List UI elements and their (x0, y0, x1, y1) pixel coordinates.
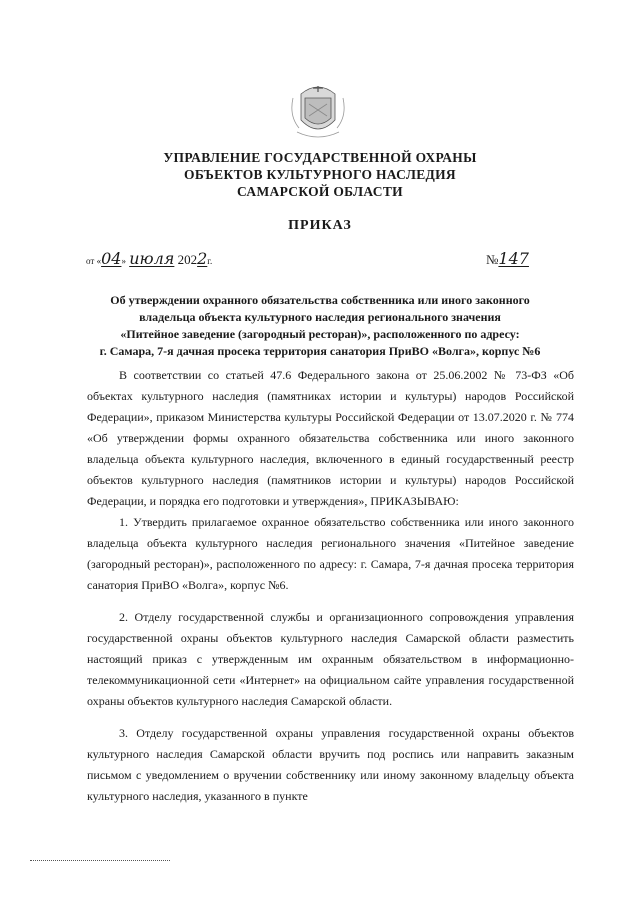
number-value: 147 (498, 249, 529, 268)
date-separator: » (121, 256, 126, 266)
order-subject (62, 292, 578, 360)
order-date (86, 249, 212, 268)
number-prefix: № (486, 252, 499, 267)
preamble-paragraph: В соответствии со статьей 47.6 Федерального закона от 25.06.2002 № 73-ФЗ «Об объектах культурного наследия (памятниках истории и культуры) народов Российской Федерации», приказом Министерства культуры Российской Федерации от 13.07.2020 г. № 774 «Об утверждении формы охранного обязательства собственника или иного законного владельца объекта культурного наследия, включенного в единый государственный реестр объектов культурного наследия (памятников истории и культуры) народов Российской Федерации, и порядка его подготовки и утверждения», ПРИКАЗЫВАЮ: (87, 368, 574, 508)
date-month: июля (129, 249, 175, 268)
org-name-line2: ОБЪЕКТОВ КУЛЬТУРНОГО НАСЛЕДИЯ (184, 167, 456, 182)
item-2-paragraph: 2. Отделу государственной службы и организационного сопровождения управления государственной охраны объектов культурного наследия Самарской области разместить настоящий приказ с утвержденным им охранным обязательством в информационно-телекоммуникационной сети «Интернет» на официальном сайте управления государственной охраны объектов культурного наследия Самарской области. (87, 610, 574, 708)
date-year-mark: г. (207, 256, 213, 266)
item-3-paragraph: 3. Отделу государственной охраны управления государственной охраны объектов культурного наследия Самарской области вручить под роспись или направить заказным письмом с уведомлением о вручении собственнику или иному законному владельцу объекта культурного наследия, указанного в пункте (87, 726, 574, 803)
date-year-prefix: 202 (177, 252, 198, 267)
document-type-title: ПРИКАЗ (288, 218, 352, 233)
org-name-line1: УПРАВЛЕНИЕ ГОСУДАРСТВЕННОЙ ОХРАНЫ (163, 150, 477, 165)
subject-line4: г. Самара, 7-я дачная просека территория санатория ПриВО «Волга», корпус №6 (99, 344, 541, 358)
item-1-paragraph: 1. Утвердить прилагаемое охранное обязательство собственника или иного законного владельца объекта культурного наследия регионального значения «Питейное заведение (загородный ресторан)», расположенного по адресу: г. Самара, 7-я дачная просека территория санатория ПриВО «Волга», корпус №6. (87, 515, 574, 592)
date-prefix: от « (86, 256, 102, 266)
org-name-line3: САМАРСКОЙ ОБЛАСТИ (237, 184, 403, 199)
subject-line2: владельца объекта культурного наследия регионального значения (139, 310, 501, 324)
order-body (87, 365, 574, 807)
order-number (486, 249, 529, 268)
date-day: 04 (101, 249, 122, 268)
coat-of-arms-emblem (287, 76, 349, 146)
date-year-suffix: 2 (197, 249, 208, 268)
footer-dotted-rule (30, 860, 170, 861)
subject-line3: «Питейное заведение (загородный ресторан)», расположенного по адресу: (120, 327, 520, 341)
subject-line1: Об утверждении охранного обязательства собственника или иного законного (110, 293, 530, 307)
